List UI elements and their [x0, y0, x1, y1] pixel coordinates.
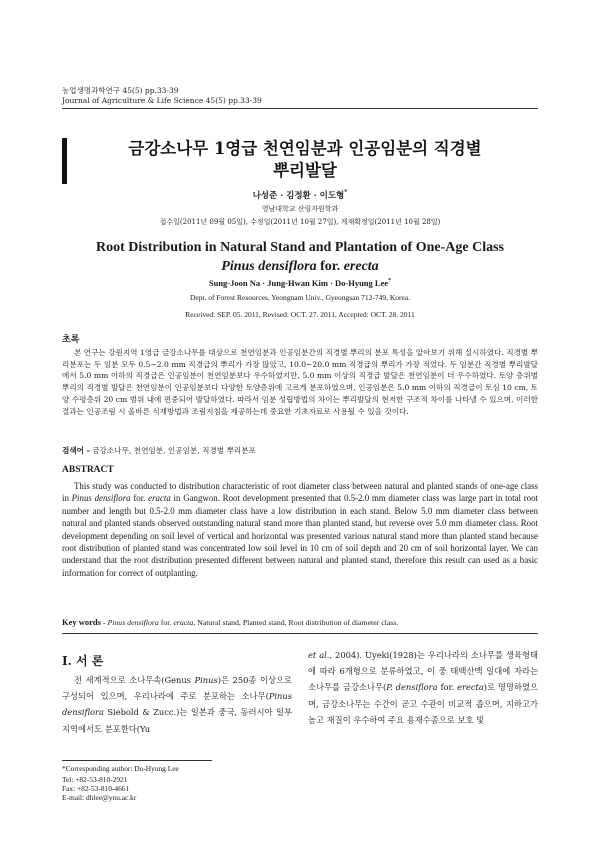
affiliation-english: Dept. of Forest Resources, Yeongnam Univ., Gyeongsan 712-749, Korea. — [189, 293, 411, 302]
authors-english — [0, 278, 600, 288]
title-for: for. — [316, 259, 344, 274]
intro-left-genus: Pinus — [194, 675, 218, 685]
intro-right-part1: , 2004). Uyeki(1928)는 우리나라의 소나무를 생육형태에 따라 6개형으로 분류하였고, 이 중 태백산맥 일대에 자라는 소나무를 금강소나무( — [308, 650, 538, 693]
authors-korean — [0, 189, 600, 201]
keywords-en-for: for. — [158, 618, 174, 627]
keywords-en-species: Pinus densiflora — [107, 618, 159, 627]
abstract-ko-heading: 초록 — [62, 335, 80, 345]
journal-header-en: Journal of Agriculture & Life Science 45(5) pp.33-39 — [62, 96, 262, 105]
title-korean-line2: 뿌리발달 — [273, 161, 337, 180]
footnote-rule — [62, 760, 212, 761]
intro-right-etal: et al. — [308, 650, 330, 660]
title-english-line2 — [50, 257, 550, 276]
abstract-en-heading: ABSTRACT — [62, 465, 114, 475]
abstract-en-species: Pinus densiflora — [71, 493, 131, 504]
abstract-en-part3: in Gangwon. Root development presented that 0.5-2.0 mm diameter class was large part in total root number and length but 0.5-2.0 mm diameter class have a low distribution in each stand. Below 5.0 mm diameter class between natural and planted stands observed outstanding natural stand more than planted stand, but reverse over 5.0 mm diameter class. Root development depending on soil level of vertical and horizontal was presented various natural stand more than planted stand because root distribution of planted stand was concentrated low soil level in 10 cm of soil depth and 20 cm of soil horizontal layer. We can understand that the root distribution presented different between natural and planted stand, therefore this result can used as a basic information for correct of outplanting. — [62, 493, 538, 578]
footnote-email: E-mail: dhlee@ynu.ac.kr — [62, 793, 137, 802]
abstract-en-part2: for. — [130, 493, 149, 504]
keywords-en-label: Key words — [62, 617, 101, 627]
intro-right-part3: )로 명명하였으며, 금강소나무는 수간이 곧고 수관이 비교적 좁으며, 지하고가 높고 재질이 우수하여 주요 용재수종으로 보호 빛 — [308, 682, 538, 725]
footnote-tel: Tel: +82-53-810-2921 — [62, 775, 128, 784]
intro-heading: I. 서 론 — [62, 654, 104, 668]
keywords-en-dash: - — [100, 618, 108, 627]
authors-english-text: Sung-Joon Na · Jung-Hwan Kim · Do-Hyung Lee — [208, 278, 389, 288]
corresponding-mark: * — [344, 189, 348, 197]
abstract-end-rule — [62, 633, 538, 634]
authors-korean-text: 나성준 · 김정환 · 이도형 — [252, 191, 345, 201]
title-forma: erecta — [343, 259, 379, 274]
keywords-ko — [62, 445, 538, 456]
title-korean-line1: 금강소나무 1영급 천연임분과 인공임분의 직경별 — [128, 139, 482, 158]
keywords-ko-list: 금강소나무, 천연임분, 인공임분, 직경별 뿌리분포 — [89, 446, 256, 455]
intro-right-forma: erecta — [457, 682, 484, 693]
title-english-line1: Root Distribution in Natural Stand and Plantation of One-Age Class — [96, 240, 504, 255]
intro-right-species: P. densiflora — [386, 682, 438, 693]
abstract-en-part1: This study was conducted to distribution characteristic of root diameter class between natural and planted stands of one-age class in — [62, 481, 538, 504]
abstract-ko-body: 본 연구는 강원지역 1영급 금강소나무를 대상으로 천연임분과 인공임분간의 직경별 뿌리의 분포 특성을 알아보기 위해 실시하였다. 직경별 뿌리분포는 두 임분 모두 0.5~2.0 mm 직경급의 뿌리가 가장 많았고, 10.0~20.0 mm 직경급의 뿌리가 가장 적었다. 두 임분간 직경별 뿌리발달에서 5.0 mm 이하의 직경급은 인공임분이 천연임분보다 우수하였지만, 5.0 mm 이상의 직경급 발달은 천연임분이 더 우수하였다. 토양 층위별 뿌리의 직경별 발달은 천연임분이 인공임분보다 다양한 토양층위에 고르게 분포하였으며, 인공임분은 5.0 mm 이하의 직경급이 토심 10 cm, 토양 수평층위 20 cm 범위 내에 편중되어 발달하였다. 따라서 임분 성립방법의 차이는 뿌리발달의 현저한 구조적 차이를 나타낼 수 있으며, 이러한 결과는 인공조림 시 올바른 식재방법과 조림지침을 제공하는데 중요한 기초자료로 사용될 수 있을 것이다. — [62, 348, 538, 416]
keywords-en — [62, 617, 538, 627]
keywords-ko-label: 검색어 - — [62, 446, 90, 455]
dates-korean: 접수일(2011년 09월 05일), 수정일(2011년 10월 27일), 게재확정일(2011년 10월 28일) — [159, 218, 441, 226]
intro-left-part3: Siebold & Zucc.)는 일본과 중국, 동러시아 일부지역에서도 분포한다(Yu — [62, 707, 292, 734]
title-korean — [70, 138, 540, 182]
dates-english: Received: SEP. 05. 2011, Revised: OCT. 27. 2011, Accepted: OCT. 28. 2011 — [185, 310, 415, 319]
title-species: Pinus densiflora — [221, 259, 317, 274]
intro-left-part2: )은 250종 이상으로 구성되어 있으며, 우리나라에 주로 분포하는 소나무( — [62, 675, 293, 702]
intro-right-part2: for. — [437, 682, 458, 693]
abstract-en-forma: eracta — [148, 493, 171, 504]
journal-header-ko: 농업생명과학연구 45(5) pp.33-39 — [62, 86, 179, 95]
footnote-fax: Fax: +82-53-810-4661 — [62, 784, 130, 793]
footnote-corresponding: *Corresponding author: Do-Hyung Lee — [62, 764, 179, 773]
abstract-en-body — [62, 480, 538, 579]
intro-right-column — [308, 647, 538, 728]
keywords-en-forma: eracta — [173, 618, 194, 627]
header-rule — [62, 108, 538, 109]
intro-left-column — [62, 672, 292, 737]
keywords-en-rest: , Natural stand, Planted stand, Root distribution of diameter class. — [193, 618, 399, 627]
title-english — [50, 238, 550, 276]
intro-left-part1: 전 세계적으로 소나무속(Genus — [74, 675, 195, 685]
corresponding-mark-en: * — [388, 278, 392, 285]
title-accent-bar — [62, 138, 67, 184]
affiliation-korean: 영남대학교 산림자원학과 — [261, 205, 339, 213]
intro-left-species: Pinus densiflora — [62, 691, 292, 718]
